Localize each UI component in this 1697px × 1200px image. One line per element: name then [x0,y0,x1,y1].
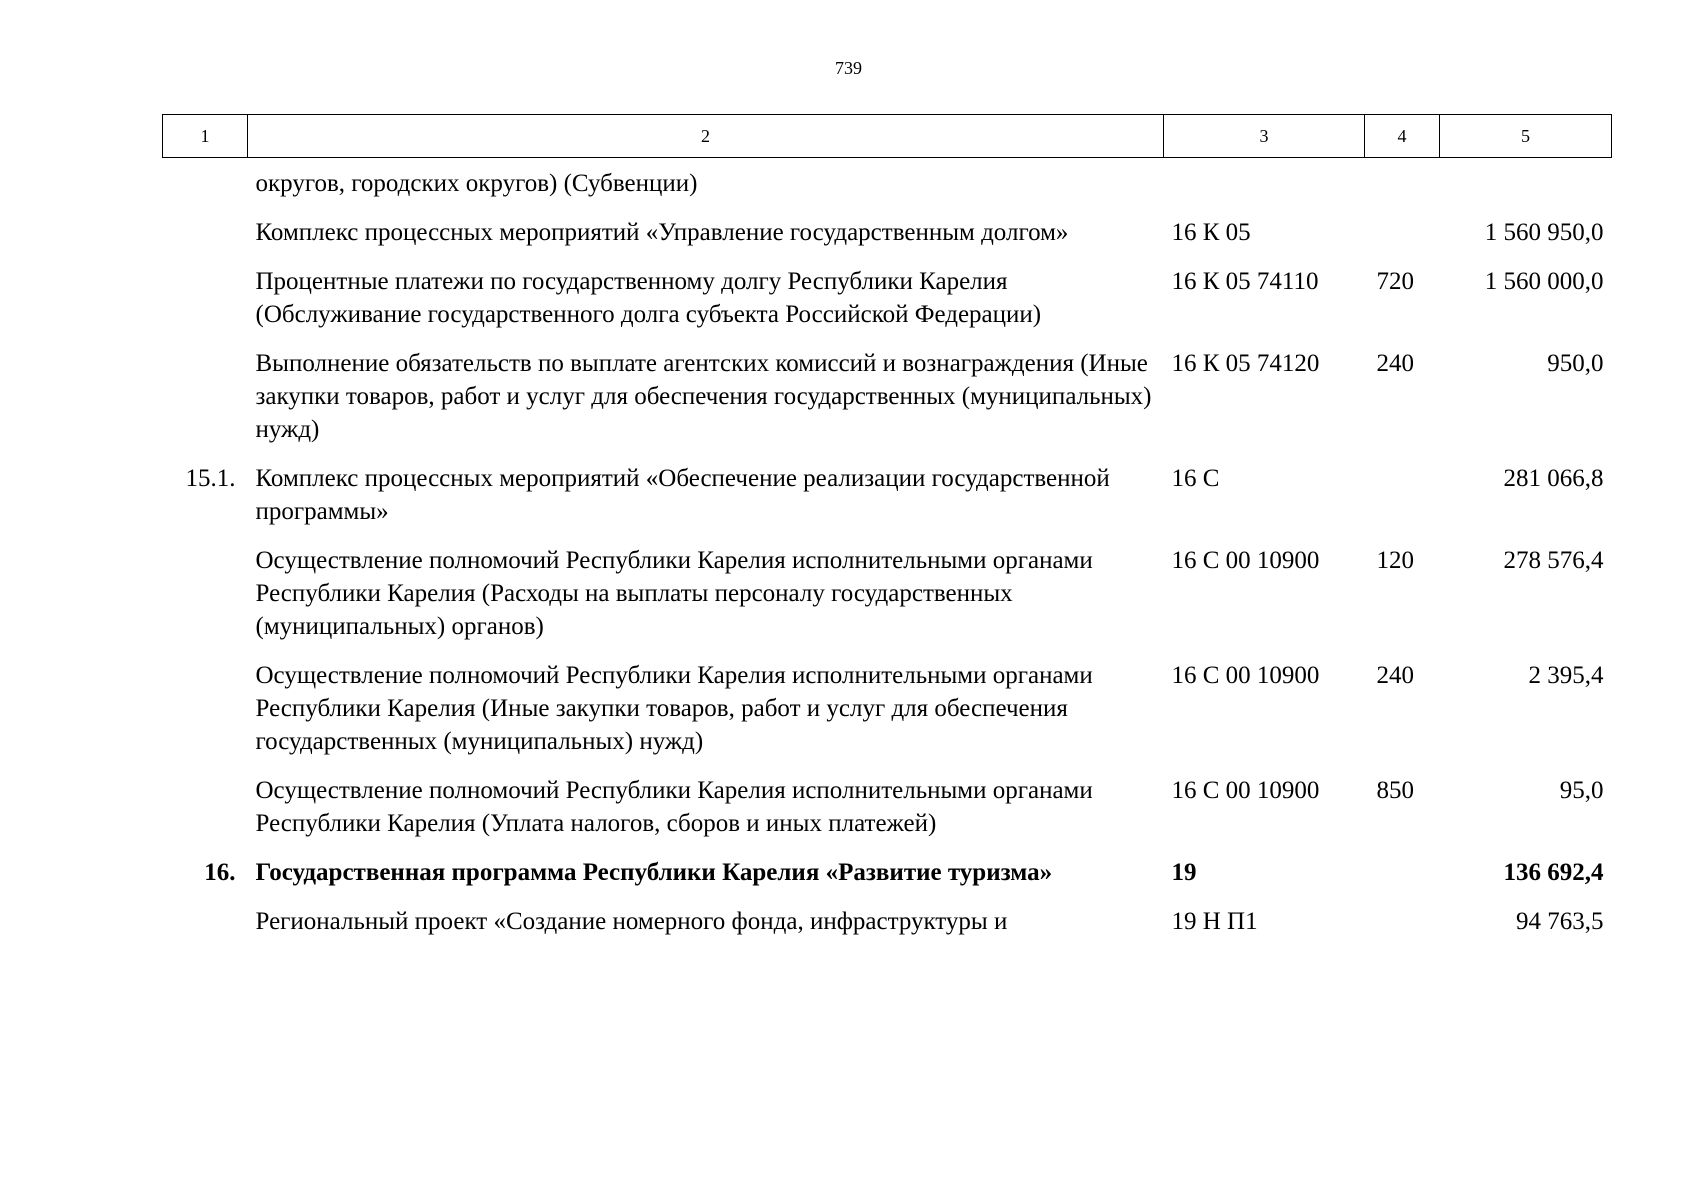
row-amount [1440,158,1612,209]
table-row [163,536,1612,651]
row-amount: 1 560 000,0 [1484,268,1604,295]
row-amount: 278 576,4 [1503,547,1604,574]
header-col-1: 1 [163,115,248,158]
row-name: Осуществление полномочий Республики Карелия исполнительными органами Республики Карелия (Расходы на выплаты персоналу государственных (муниципальных) органов) [255,547,1093,640]
row-code: 16 К 05 74120 [1171,350,1320,377]
row-code: 16 С 00 10900 [1171,547,1320,574]
row-number [163,158,248,209]
table-row [163,766,1612,848]
row-amount: 281 066,8 [1503,465,1604,492]
row-amount: 95,0 [1559,777,1604,804]
row-number [163,766,248,848]
row-name: Региональный проект «Создание номерного фонда, инфраструктуры и [255,908,1008,935]
row-amount: 94 763,5 [1516,908,1604,935]
row-name: округов, городских округов) (Субвенции) [255,170,698,197]
header-col-4: 4 [1365,115,1440,158]
row-expense-type: 240 [1376,350,1414,377]
header-col-5: 5 [1440,115,1612,158]
header-col-3: 3 [1164,115,1365,158]
row-code: 16 С [1171,465,1220,492]
row-expense-type: 120 [1376,547,1414,574]
row-name: Выполнение обязательств по выплате агентских комиссий и вознаграждения (Иные закупки товаров, работ и услуг для обеспечения государственных (муниципальных) нужд) [255,350,1152,443]
row-code [1164,158,1365,209]
table-body [163,158,1612,947]
row-name: Осуществление полномочий Республики Карелия исполнительными органами Республики Карелия (Иные закупки товаров, работ и услуг для обеспечения государственных (муниципальных) нужд) [255,662,1093,755]
row-code: 19 [1171,859,1197,886]
row-expense-type [1365,848,1440,897]
row-amount: 136 692,4 [1503,859,1604,886]
row-code: 16 С 00 10900 [1171,777,1320,804]
row-amount: 2 395,4 [1528,662,1604,689]
page-number: 739 [835,58,862,78]
row-number [163,897,248,946]
row-number [163,257,248,339]
row-name: Осуществление полномочий Республики Карелия исполнительными органами Республики Карелия (Уплата налогов, сборов и иных платежей) [255,777,1093,837]
budget-table [162,114,1612,946]
table-row [163,897,1612,946]
table-row [163,257,1612,339]
row-name: Комплекс процессных мероприятий «Управление государственным долгом» [255,219,1069,246]
row-code: 19 Н П1 [1171,908,1258,935]
row-expense-type [1365,897,1440,946]
row-expense-type: 850 [1376,777,1414,804]
row-code: 16 К 05 74110 [1171,268,1319,295]
row-expense-type [1365,208,1440,257]
table-row [163,651,1612,766]
table-row [163,158,1612,209]
table-row [163,339,1612,454]
row-name: Процентные платежи по государственному долгу Республики Карелия (Обслуживание государственного долга субъекта Российской Федерации) [255,268,1042,328]
row-number [163,536,248,651]
table-row [163,848,1612,897]
row-number: 15.1. [185,465,236,492]
row-code: 16 С 00 10900 [1171,662,1320,689]
row-code: 16 К 05 [1171,219,1251,246]
row-expense-type: 720 [1376,268,1414,295]
row-amount: 950,0 [1547,350,1604,377]
table-row [163,454,1612,536]
row-expense-type [1365,158,1440,209]
row-number [163,208,248,257]
table-header [163,115,1612,158]
row-number: 16. [204,859,236,886]
row-expense-type: 240 [1376,662,1414,689]
header-col-2: 2 [248,115,1164,158]
row-amount: 1 560 950,0 [1484,219,1604,246]
row-name: Государственная программа Республики Карелия «Развитие туризма» [255,859,1053,886]
table-row [163,208,1612,257]
row-number [163,651,248,766]
row-name: Комплекс процессных мероприятий «Обеспечение реализации государственной программы» [255,465,1110,525]
row-expense-type [1365,454,1440,536]
row-number [163,339,248,454]
